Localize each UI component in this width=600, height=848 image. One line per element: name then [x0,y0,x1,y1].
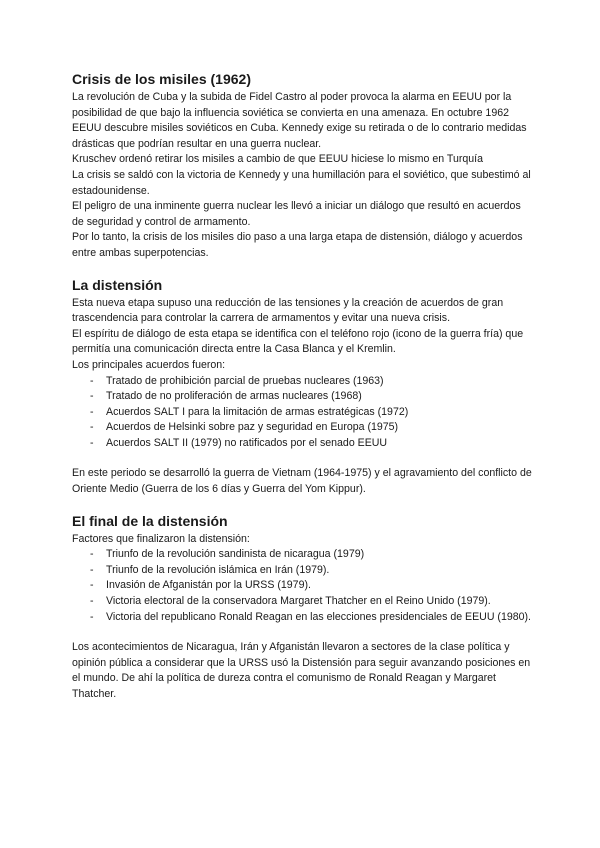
section-crisis [72,70,532,262]
spacer [72,451,532,466]
factors-list [72,547,532,625]
paragraph: Los acontecimientos de Nicaragua, Irán y Afganistán llevaron a sectores de la clase política y opinión pública a considerar que la URSS usó la Distensión para seguir avanzando posiciones en el mundo. De ahí la política de dureza contra el comunismo de Ronald Reagan y Margaret Thatcher. [72,641,531,700]
paragraph: Los principales acuerdos fueron: [72,358,226,371]
list-item: - Triunfo de la revolución islámica en Irán (1979). [72,563,532,579]
section-title-distension: La distensión [72,276,163,293]
section-final [72,512,532,703]
document-page [72,70,532,713]
paragraph: El espíritu de diálogo de esta etapa se identifica con el teléfono rojo (icono de la guerra fría) que permitía una comunicación directa entre la Casa Blanca y el Kremlin. [72,327,524,356]
list-item: - Acuerdos SALT II (1979) no ratificados por el senado EEUU [72,436,532,452]
list-item: - Victoria del republicano Ronald Reagan en las elecciones presidenciales de EEUU (1980). [72,610,532,626]
section-distension [72,276,532,498]
section-title-crisis: Crisis de los misiles (1962) [72,71,251,87]
list-item: - Triunfo de la revolución sandinista de nicaragua (1979) [72,547,532,563]
paragraph: Factores que finalizaron la distensión: [72,532,250,545]
paragraph: Esta nueva etapa supuso una reducción de las tensiones y la creación de acuerdos de gran trascendencia para controlar la carrera de armamentos y evitar una nueva crisis. [72,296,504,325]
agreements-list [72,374,532,452]
list-item: - Acuerdos SALT I para la limitación de armas estratégicas (1972) [72,405,532,421]
paragraph: Kruschev ordenó retirar los misiles a cambio de que EEUU hiciese lo mismo en Turquía [72,153,483,166]
section-title-final: El final de la distensión [72,512,228,529]
list-item: - Acuerdos de Helsinki sobre paz y seguridad en Europa (1975) [72,420,532,436]
list-item: - Tratado de prohibición parcial de pruebas nucleares (1963) [72,374,532,390]
list-item: - Victoria electoral de la conservadora Margaret Thatcher en el Reino Unido (1979). [72,594,532,610]
paragraph: La revolución de Cuba y la subida de Fidel Castro al poder provoca la alarma en EEUU por la posibilidad de que bajo la influencia soviética se convierta en una amenaza. En octubre 1962 EEUU descubre misiles soviéticos en Cuba. Kennedy exige su retirada o de lo contrario medidas drásticas que podrían resultar en una guerra nuclear. [72,91,527,150]
paragraph: En este periodo se desarrolló la guerra de Vietnam (1964-1975) y el agravamiento del conflicto de Oriente Medio (Guerra de los 6 días y Guerra del Yom Kippur). [72,467,532,496]
list-item: - Tratado de no proliferación de armas nucleares (1968) [72,389,532,405]
paragraph: La crisis se saldó con la victoria de Kennedy y una humillación para el soviético, que subestimó al estadounidense. [72,168,531,197]
list-item: - Invasión de Afganistán por la URSS (1979). [72,578,532,594]
paragraph: Por lo tanto, la crisis de los misiles dio paso a una larga etapa de distensión, diálogo y acuerdos entre ambas superpotencias. [72,231,523,259]
paragraph: El peligro de una inminente guerra nuclear les llevó a iniciar un diálogo que resultó en acuerdos de seguridad y control de armamento. [72,200,521,228]
spacer [72,625,532,640]
